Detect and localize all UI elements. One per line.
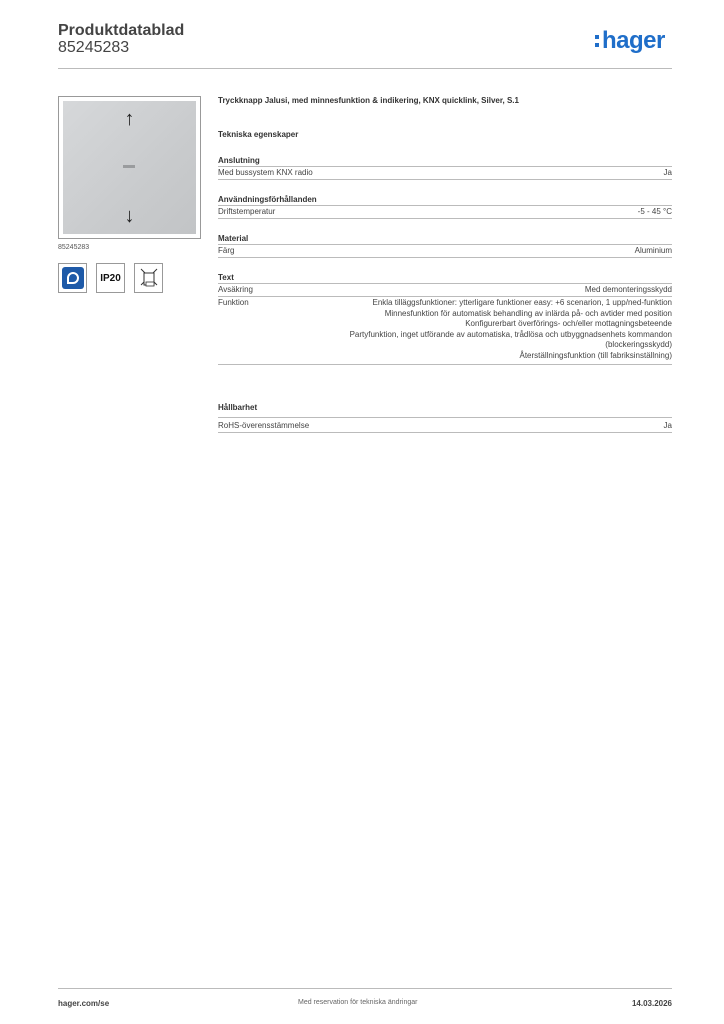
weee-bin-icon <box>134 263 163 293</box>
group-title: Hållbarhet <box>218 402 672 418</box>
product-description: Tryckknapp Jalusi, med minnesfunktion & indikering, KNX quicklink, Silver, S.1 <box>218 96 519 105</box>
table-row <box>218 284 672 297</box>
logo-dots <box>595 35 599 47</box>
footer-divider <box>58 988 672 989</box>
function-line: Partyfunktion, inget utförande av automatiska, trådlösa och utbyggnadsenhets kommandon (blockeringsskydd) <box>349 329 672 349</box>
quicklink-q-icon <box>58 263 87 293</box>
ip20-badge: IP20 <box>96 263 125 293</box>
row-label: Funktion <box>218 298 249 307</box>
logo-text: hager <box>602 27 665 54</box>
led-indicator <box>123 165 135 168</box>
table-row <box>218 297 672 365</box>
arrow-up-icon: ↑ <box>124 108 135 130</box>
footer-date: 14.03.2026 <box>631 999 672 1008</box>
group-anslutning <box>218 155 672 180</box>
function-line: Enkla tilläggsfunktioner: ytterligare funktioner easy: +6 scenarion, 1 upp/ned-funktion <box>372 298 672 307</box>
row-value-lines <box>342 298 672 361</box>
function-line: Minnesfunktion för automatisk behandling av inlärda på- och avtider med position <box>384 308 672 318</box>
product-number: 85245283 <box>58 39 130 56</box>
group-title: Användningsförhållanden <box>218 194 672 206</box>
row-value: Med demonteringsskydd <box>584 285 672 294</box>
function-line: Återställningsfunktion (till fabriksinställning) <box>519 350 672 360</box>
table-row <box>218 167 672 180</box>
product-image <box>58 96 201 239</box>
product-image-surface <box>63 101 196 234</box>
row-label: RoHS-överensstämmelse <box>218 421 310 430</box>
group-material <box>218 233 672 258</box>
arrow-down-icon: ↓ <box>124 205 135 227</box>
row-value: Ja <box>663 421 672 430</box>
group-title: Text <box>218 272 672 284</box>
row-value: Ja <box>663 168 672 177</box>
header-divider <box>58 68 672 69</box>
function-line: Konfigurerbart överförings- och/eller mottagningsbeteende <box>465 319 672 328</box>
page-title: Produktdatablad <box>58 22 185 39</box>
row-label: Färg <box>218 246 235 255</box>
table-row <box>218 418 672 433</box>
table-row <box>218 245 672 258</box>
group-anvandningsforhallanden <box>218 194 672 219</box>
row-value: -5 - 45 °C <box>637 207 672 216</box>
row-value: Aluminium <box>634 246 672 255</box>
hager-logo <box>595 26 665 56</box>
group-title: Material <box>218 233 672 245</box>
row-label: Med bussystem KNX radio <box>218 168 313 177</box>
row-label: Avsäkring <box>218 285 253 294</box>
section-title: Tekniska egenskaper <box>218 130 299 139</box>
table-row <box>218 206 672 219</box>
group-title: Anslutning <box>218 155 672 167</box>
footer-website-link[interactable]: hager.com/se <box>58 999 110 1008</box>
image-caption: 85245283 <box>58 244 90 251</box>
row-label: Driftstemperatur <box>218 207 276 216</box>
footer-disclaimer: Med reservation för tekniska ändringar <box>298 999 418 1006</box>
group-hallbarhet <box>218 402 672 433</box>
group-text <box>218 272 672 365</box>
